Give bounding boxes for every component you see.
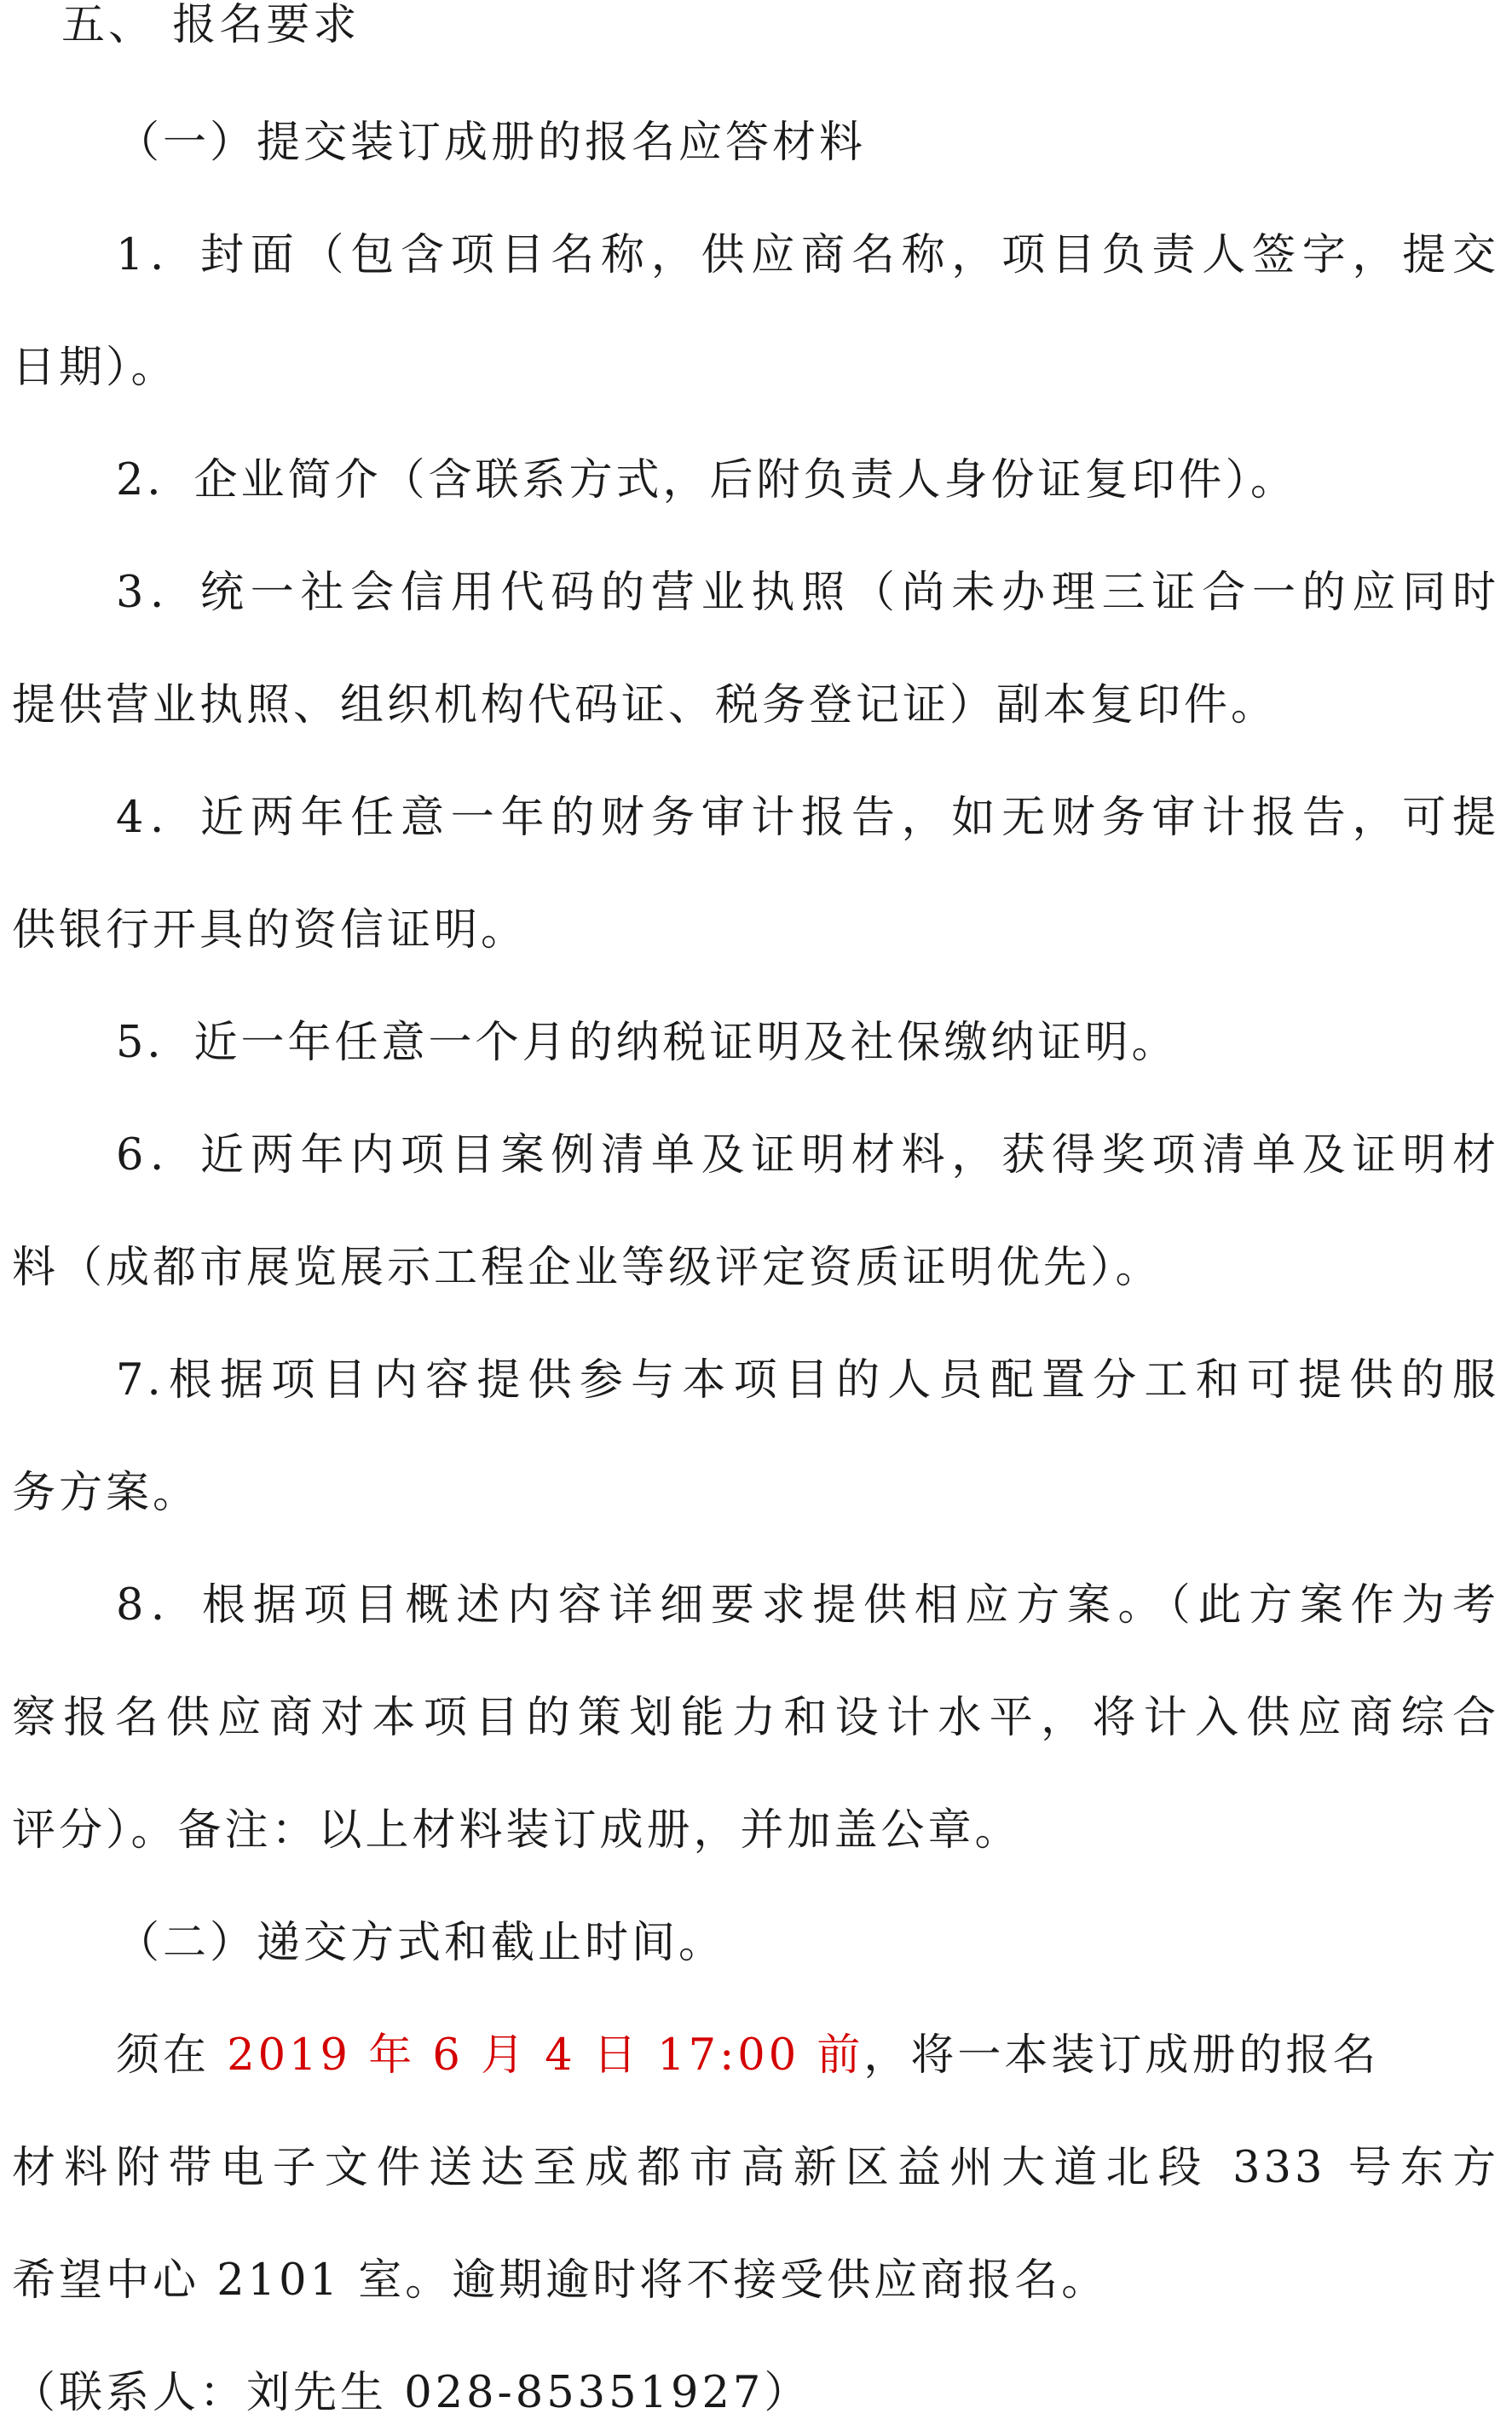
- address-line-1: 材料附带电子文件送达至成都市高新区益州大道北段 333 号东方: [12, 2143, 1499, 2193]
- contact-line: （联系人：刘先生 028-85351927）: [12, 2368, 811, 2418]
- item-7-line-1: 7.根据项目内容提供参与本项目的人员配置分工和可提供的服: [116, 1355, 1499, 1406]
- deadline-date: 2019 年 6 月 4 日 17:00 前: [227, 2030, 864, 2081]
- item-8-line-2: 察报名供应商对本项目的策划能力和设计水平，将计入供应商综合: [12, 1693, 1499, 1743]
- item-3-line-1: 3．统一社会信用代码的营业执照（尚未办理三证合一的应同时: [116, 568, 1499, 618]
- item-4-line-1: 4．近两年任意一年的财务审计报告，如无财务审计报告，可提: [116, 793, 1499, 843]
- subsection-2-title: （二）递交方式和截止时间。: [116, 1918, 726, 1968]
- item-8-line-3: 评分）。备注：以上材料装订成册，并加盖公章。: [12, 1805, 1022, 1856]
- item-8-line-1: 8．根据项目概述内容详细要求提供相应方案。（此方案作为考: [116, 1580, 1499, 1631]
- item-2: 2．企业简介（含联系方式，后附负责人身份证复印件）。: [116, 455, 1297, 505]
- item-6-line-1: 6．近两年内项目案例清单及证明材料，获得奖项清单及证明材: [116, 1130, 1499, 1181]
- section-heading: 五、 报名要求: [61, 0, 361, 50]
- subsection-1-title: （一）提交装订成册的报名应答材料: [116, 118, 867, 168]
- item-6-line-2: 料（成都市展览展示工程企业等级评定资质证明优先）。: [12, 1243, 1163, 1293]
- item-1-line-1: 1．封面（包含项目名称，供应商名称，项目负责人签字，提交: [116, 230, 1499, 280]
- item-4-line-2: 供银行开具的资信证明。: [12, 905, 528, 956]
- item-1-line-2: 日期）。: [12, 343, 178, 393]
- item-7-line-2: 务方案。: [12, 1468, 200, 1518]
- item-3-line-2: 提供营业执照、组织机构代码证、税务登记证）副本复印件。: [12, 680, 1278, 730]
- deadline-suffix: ，将一本装订成册的报名: [863, 2030, 1380, 2081]
- deadline-paragraph-line-1: [116, 2025, 1499, 2087]
- item-5: 5．近一年任意一个月的纳税证明及社保缴纳证明。: [116, 1018, 1179, 1068]
- deadline-prefix: 须在: [116, 2030, 228, 2081]
- address-line-2: 希望中心 2101 室。逾期逾时将不接受供应商报名。: [12, 2255, 1109, 2306]
